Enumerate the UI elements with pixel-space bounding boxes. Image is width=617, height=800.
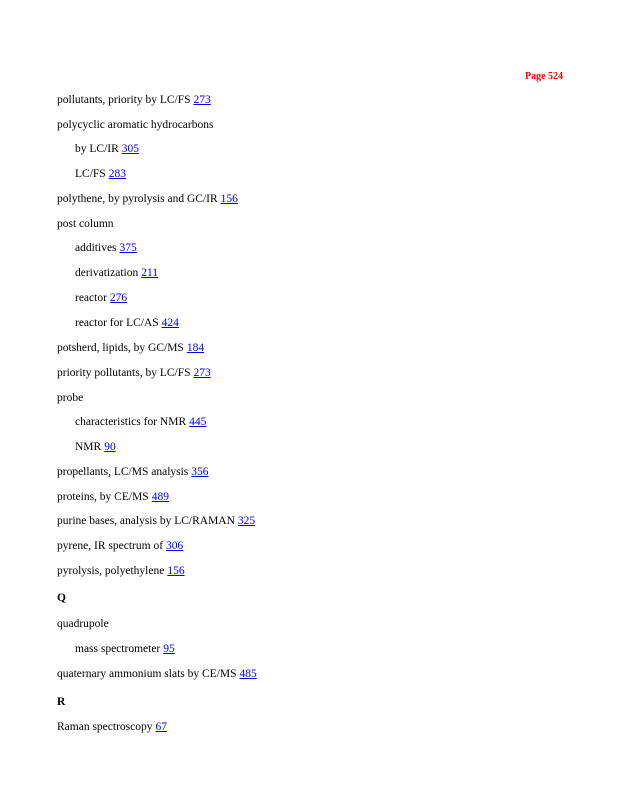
entry-text: pyrolysis, polyethylene bbox=[57, 565, 165, 577]
page-link[interactable]: 67 bbox=[155, 721, 167, 733]
index-subentry bbox=[75, 241, 137, 255]
entry-text: by LC/IR bbox=[75, 143, 119, 155]
index-subentry bbox=[75, 642, 175, 656]
index-entry bbox=[57, 192, 238, 206]
index-subentry bbox=[75, 291, 127, 305]
index-entry bbox=[57, 465, 209, 479]
entry-text: quadrupole bbox=[57, 618, 109, 630]
page-link[interactable]: 375 bbox=[119, 242, 137, 254]
index-subentry bbox=[75, 167, 126, 181]
index-entry bbox=[57, 564, 185, 578]
index-entry bbox=[57, 720, 167, 734]
index-entry bbox=[57, 341, 204, 355]
index-entry bbox=[57, 93, 211, 107]
page-link[interactable]: 95 bbox=[163, 643, 175, 655]
entry-text: LC/FS bbox=[75, 168, 106, 180]
index-subentry bbox=[75, 142, 139, 156]
page-link[interactable]: 283 bbox=[108, 168, 126, 180]
entry-text: polythene, by pyrolysis and GC/IR bbox=[57, 193, 218, 205]
entry-text: quaternary ammonium slats by CE/MS bbox=[57, 668, 237, 680]
index-subentry bbox=[75, 440, 116, 454]
page-link[interactable]: 305 bbox=[121, 143, 140, 155]
page-link[interactable]: 485 bbox=[239, 668, 257, 680]
page-link[interactable]: 489 bbox=[151, 491, 169, 503]
entry-text: proteins, by CE/MS bbox=[57, 491, 149, 503]
entry-text: reactor bbox=[75, 292, 107, 304]
entry-text: characteristics for NMR bbox=[75, 416, 187, 428]
index-entry bbox=[57, 118, 213, 132]
entry-text: purine bases, analysis by LC/RAMAN bbox=[57, 515, 235, 527]
entry-text: reactor for LC/AS bbox=[75, 317, 159, 329]
index-entry bbox=[57, 391, 83, 405]
entry-text: pollutants, priority by LC/FS bbox=[57, 94, 191, 106]
index-entry bbox=[57, 217, 114, 231]
page-link[interactable]: 273 bbox=[193, 94, 211, 106]
page-link[interactable]: 276 bbox=[109, 292, 128, 304]
entry-text: potsherd, lipids, by GC/MS bbox=[57, 342, 184, 354]
entry-text: priority pollutants, by LC/FS bbox=[57, 367, 191, 379]
index-entry bbox=[57, 514, 255, 528]
entry-text: post column bbox=[57, 218, 114, 230]
entry-text: polycyclic aromatic hydrocarbons bbox=[57, 119, 214, 131]
page-link[interactable]: 356 bbox=[191, 466, 209, 478]
index-entry bbox=[57, 667, 257, 681]
page-link[interactable]: 156 bbox=[167, 565, 185, 577]
page-link[interactable]: 211 bbox=[141, 267, 159, 279]
letter-heading-q: Q bbox=[57, 592, 66, 604]
page-link[interactable]: 306 bbox=[166, 540, 184, 552]
page-link[interactable]: 424 bbox=[161, 317, 179, 329]
index-subentry bbox=[75, 266, 158, 280]
page-link[interactable]: 325 bbox=[237, 515, 256, 527]
entry-text: Raman spectroscopy bbox=[57, 721, 153, 733]
entry-text: mass spectrometer bbox=[75, 643, 161, 655]
index-entry bbox=[57, 539, 183, 553]
entry-text: NMR bbox=[75, 441, 102, 453]
entry-text: propellants, LC/MS analysis bbox=[57, 466, 189, 478]
index-entry bbox=[57, 366, 211, 380]
page-number: Page 524 bbox=[525, 71, 564, 82]
index-entry bbox=[57, 617, 109, 631]
entry-text: additives bbox=[75, 242, 117, 254]
letter-heading-r: R bbox=[57, 696, 66, 708]
entry-text: probe bbox=[57, 392, 84, 404]
page-link[interactable]: 184 bbox=[186, 342, 205, 354]
page-link[interactable]: 273 bbox=[193, 367, 211, 379]
page-link[interactable]: 90 bbox=[104, 441, 116, 453]
page-link[interactable]: 445 bbox=[189, 416, 207, 428]
index-entry bbox=[57, 490, 169, 504]
page-link[interactable]: 156 bbox=[220, 193, 238, 205]
entry-text: derivatization bbox=[75, 267, 139, 279]
index-subentry bbox=[75, 316, 179, 330]
index-subentry bbox=[75, 415, 206, 429]
entry-text: pyrene, IR spectrum of bbox=[57, 540, 164, 552]
